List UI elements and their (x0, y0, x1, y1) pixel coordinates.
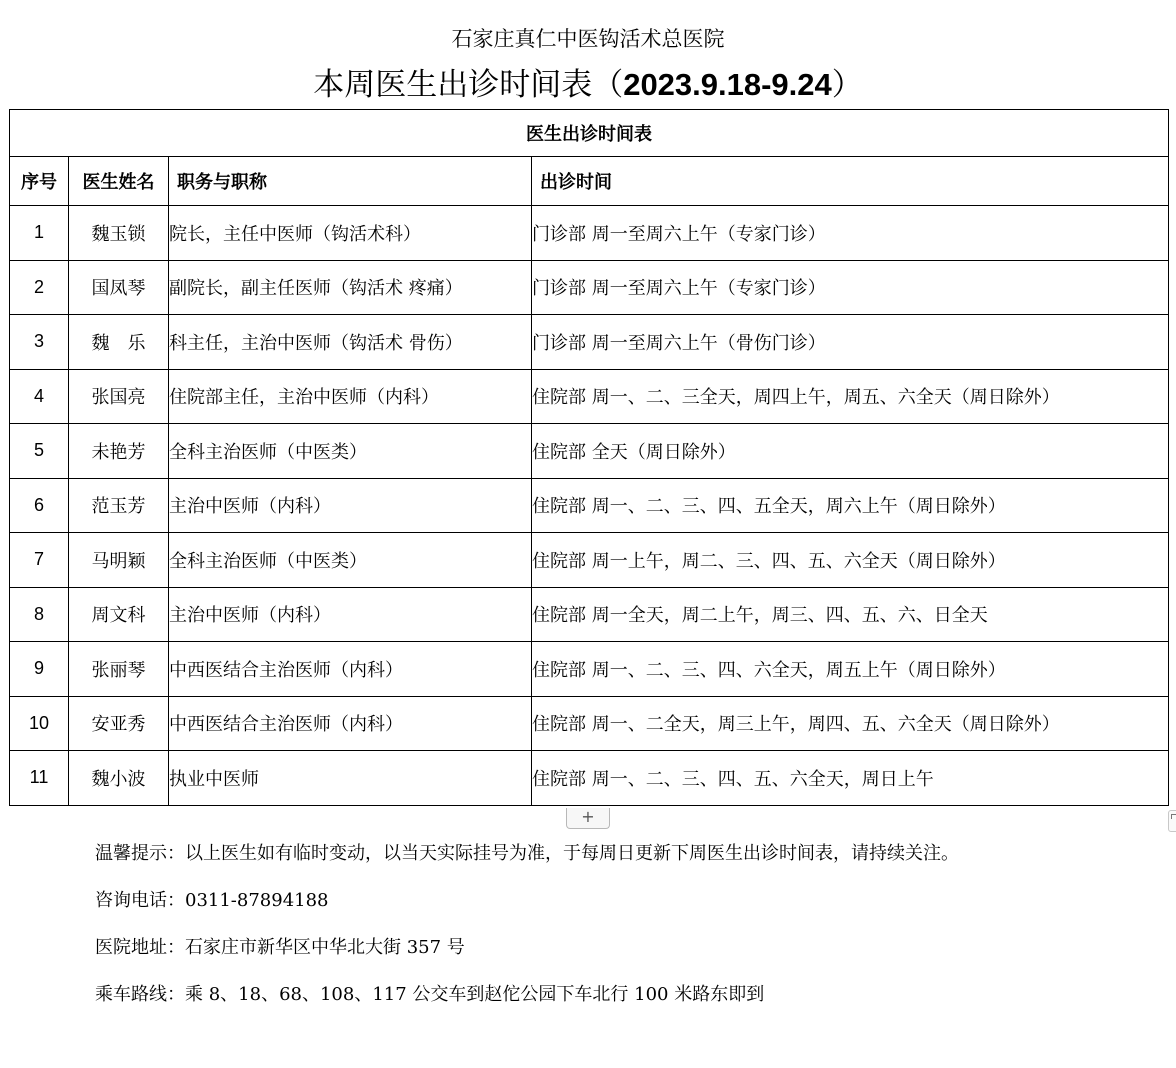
table-caption: 医生出诊时间表 (10, 110, 1169, 157)
table-row (10, 424, 1169, 479)
row-index[interactable]: 7 (10, 533, 69, 588)
doctor-name[interactable]: 魏 乐 (69, 315, 169, 370)
plus-icon: + (581, 807, 595, 826)
doctor-name[interactable]: 马明颖 (69, 533, 169, 588)
doctor-schedule[interactable]: 门诊部 周一至周六上午（专家门诊） (532, 260, 1169, 315)
column-header-position: 职务与职称 (169, 157, 532, 206)
doctor-position[interactable]: 科主任，主治中医师（钩活术 骨伤） (169, 315, 532, 370)
doctor-position[interactable]: 住院部主任，主治中医师（内科） (169, 369, 532, 424)
row-index[interactable]: 6 (10, 478, 69, 533)
table-row (10, 206, 1169, 261)
doctor-schedule[interactable]: 门诊部 周一至周六上午（骨伤门诊） (532, 315, 1169, 370)
column-header-doctor-name: 医生姓名 (69, 157, 169, 206)
add-row-button[interactable] (566, 808, 610, 829)
doctor-schedule[interactable]: 住院部 周一、二、三、四、六全天，周五上午（周日除外） (532, 642, 1169, 697)
table-row (10, 696, 1169, 751)
column-header-schedule: 出诊时间 (532, 157, 1169, 206)
row-index[interactable]: 8 (10, 587, 69, 642)
row-index[interactable]: 9 (10, 642, 69, 697)
table-row (10, 751, 1169, 806)
doctor-schedule-table (9, 109, 1169, 806)
doctor-name[interactable]: 周文科 (69, 587, 169, 642)
doctor-position[interactable]: 执业中医师 (169, 751, 532, 806)
bus-route: 乘车路线：乘 8、18、68、108、117 公交车到赵佗公园下车北行 100 米路东即到 (95, 984, 765, 1005)
table-header-row (10, 157, 1169, 206)
doctor-position[interactable]: 院长，主任中医师（钩活术科） (169, 206, 532, 261)
doctor-position[interactable]: 副院长，副主任医师（钩活术 疼痛） (169, 260, 532, 315)
doctor-name[interactable]: 国凤琴 (69, 260, 169, 315)
doctor-name[interactable]: 安亚秀 (69, 696, 169, 751)
consult-phone: 咨询电话：0311-87894188 (95, 890, 329, 911)
hospital-name: 石家庄真仁中医钩活术总医院 (451, 27, 725, 51)
doctor-name[interactable]: 张丽琴 (69, 642, 169, 697)
page-title (0, 64, 1176, 106)
title-prefix: 本周医生出诊时间表（ (313, 67, 624, 103)
notes-section (95, 838, 959, 1026)
table-row (10, 533, 1169, 588)
doctor-schedule[interactable]: 住院部 周一、二、三、四、五、六全天，周日上午 (532, 751, 1169, 806)
row-index[interactable]: 5 (10, 424, 69, 479)
row-index[interactable]: 4 (10, 369, 69, 424)
table-resize-handle-icon[interactable] (1168, 810, 1176, 832)
doctor-schedule[interactable]: 住院部 全天（周日除外） (532, 424, 1169, 479)
row-index[interactable]: 3 (10, 315, 69, 370)
row-index[interactable]: 1 (10, 206, 69, 261)
title-suffix: ） (831, 67, 863, 103)
row-index[interactable]: 11 (10, 751, 69, 806)
doctor-position[interactable]: 主治中医师（内科） (169, 587, 532, 642)
doctor-name[interactable]: 魏小波 (69, 751, 169, 806)
hospital-address: 医院地址：石家庄市新华区中华北大街 357 号 (95, 937, 465, 958)
doctor-schedule[interactable]: 住院部 周一全天，周二上午，周三、四、五、六、日全天 (532, 587, 1169, 642)
doctor-name[interactable]: 范玉芳 (69, 478, 169, 533)
table-row (10, 478, 1169, 533)
row-index[interactable]: 10 (10, 696, 69, 751)
table-row (10, 260, 1169, 315)
table-caption-row (10, 110, 1169, 157)
doctor-schedule[interactable]: 住院部 周一、二全天，周三上午，周四、五、六全天（周日除外） (532, 696, 1169, 751)
doctor-schedule[interactable]: 住院部 周一、二、三、四、五全天，周六上午（周日除外） (532, 478, 1169, 533)
doctor-name[interactable]: 未艳芳 (69, 424, 169, 479)
doctor-position[interactable]: 中西医结合主治医师（内科） (169, 642, 532, 697)
doctor-schedule[interactable]: 门诊部 周一至周六上午（专家门诊） (532, 206, 1169, 261)
row-index[interactable]: 2 (10, 260, 69, 315)
doctor-schedule[interactable]: 住院部 周一、二、三全天，周四上午，周五、六全天（周日除外） (532, 369, 1169, 424)
doctor-position[interactable]: 中西医结合主治医师（内科） (169, 696, 532, 751)
doctor-position[interactable]: 主治中医师（内科） (169, 478, 532, 533)
reminder-note: 温馨提示：以上医生如有临时变动，以当天实际挂号为准，于每周日更新下周医生出诊时间表，请持续关注。 (95, 843, 959, 864)
table-row (10, 642, 1169, 697)
doctor-schedule[interactable]: 住院部 周一上午，周二、三、四、五、六全天（周日除外） (532, 533, 1169, 588)
doctor-position[interactable]: 全科主治医师（中医类） (169, 533, 532, 588)
doctor-name[interactable]: 魏玉锁 (69, 206, 169, 261)
table-row (10, 315, 1169, 370)
column-header-index: 序号 (10, 157, 69, 206)
title-date-range: 2023.9.18-9.24 (623, 67, 832, 102)
doctor-name[interactable]: 张国亮 (69, 369, 169, 424)
table-row (10, 369, 1169, 424)
doctor-position[interactable]: 全科主治医师（中医类） (169, 424, 532, 479)
table-row (10, 587, 1169, 642)
